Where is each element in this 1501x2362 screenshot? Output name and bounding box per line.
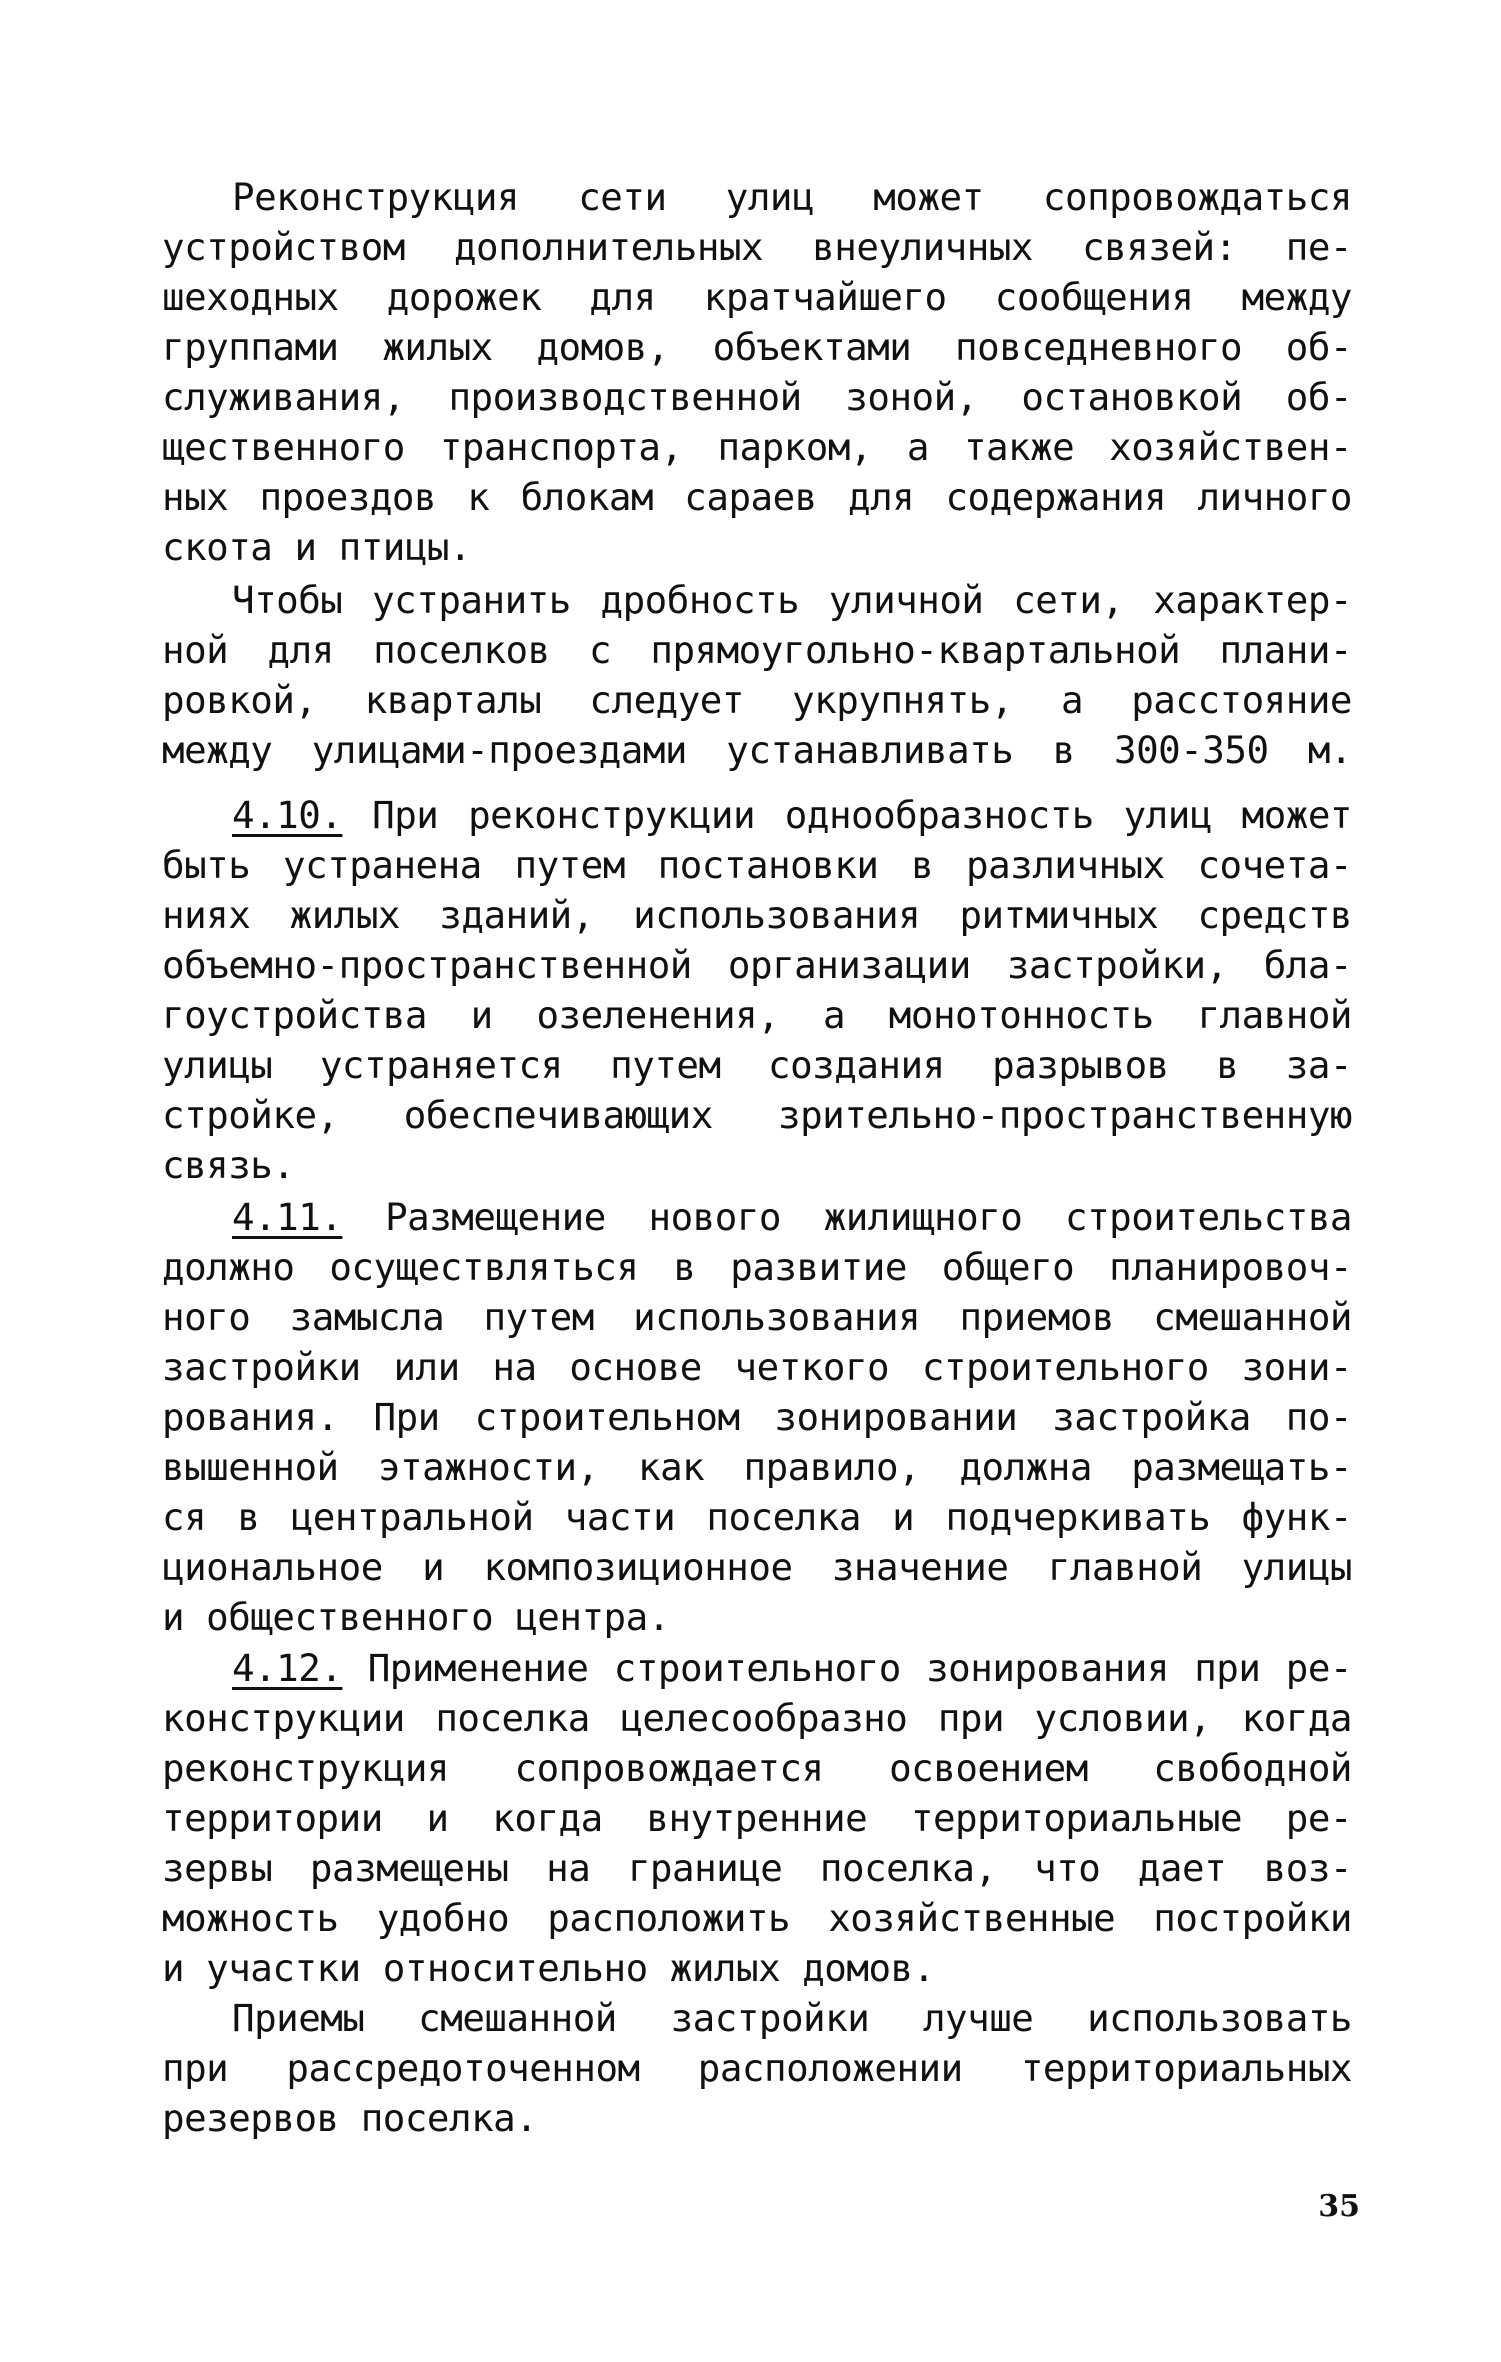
section-number: 4.12. bbox=[232, 1646, 343, 1690]
text-line: зервы размещены на границе поселка, что дает воз- bbox=[162, 1846, 1352, 1890]
text-line: При реконструкции однообразность улиц может bbox=[372, 793, 1353, 837]
text-line: вышенной этажности, как правило, должна размещать- bbox=[162, 1445, 1352, 1489]
text-line: территории и когда внутренние территориальные ре- bbox=[162, 1796, 1352, 1840]
section-4-10-first-line bbox=[232, 790, 1352, 840]
text-line: рования. При строительном зонировании застройка по- bbox=[162, 1395, 1352, 1439]
text-line: резервов поселка. bbox=[162, 2096, 538, 2140]
text-line: должно осуществляться в развитие общего планировоч- bbox=[162, 1245, 1352, 1289]
text-line: Применение строительного зонирования при ре- bbox=[367, 1646, 1352, 1690]
text-line: Размещение нового жилищного строительства bbox=[385, 1195, 1352, 1239]
text-line: служивания, производственной зоной, остановкой об- bbox=[162, 375, 1352, 419]
text-line: при рассредоточенном расположении территориальных bbox=[162, 2046, 1352, 2090]
text-line: и участки относительно жилых домов. bbox=[162, 1946, 935, 1990]
page-number: 35 bbox=[1318, 2189, 1360, 2224]
text-line: Реконструкция сети улиц может сопровождаться bbox=[232, 175, 1352, 219]
text-line: стройке, обеспечивающих зрительно-пространственную bbox=[162, 1093, 1352, 1137]
text-line: быть устранена путем постановки в различных сочета- bbox=[162, 843, 1352, 887]
text-line: Приемы смешанной застройки лучше использовать bbox=[232, 1996, 1352, 2040]
text-line: застройки или на основе четкого строительного зони- bbox=[162, 1345, 1352, 1389]
text-line: можность удобно расположить хозяйственные постройки bbox=[162, 1896, 1352, 1940]
text-line: устройством дополнительных внеуличных связей: пе- bbox=[162, 225, 1352, 269]
text-line: ного замысла путем использования приемов смешанной bbox=[162, 1295, 1352, 1339]
text-line: группами жилых домов, объектами повседневного об- bbox=[162, 325, 1352, 369]
text-line: связь. bbox=[162, 1143, 295, 1187]
text-line: конструкции поселка целесообразно при условии, когда bbox=[162, 1696, 1352, 1740]
text-line: гоустройства и озеленения, а монотонность главной bbox=[162, 993, 1352, 1037]
text-line: циональное и композиционное значение главной улицы bbox=[162, 1545, 1352, 1589]
section-4-11-first-line bbox=[232, 1192, 1352, 1242]
text-line: Чтобы устранить дробность уличной сети, характер- bbox=[232, 578, 1352, 622]
text-line: между улицами-проездами устанавливать в 300-350 м. bbox=[162, 728, 1352, 772]
text-line: объемно-пространственной организации застройки, бла- bbox=[162, 943, 1352, 987]
text-line: ных проездов к блокам сараев для содержания личного bbox=[162, 475, 1352, 519]
text-line: ниях жилых зданий, использования ритмичных средств bbox=[162, 893, 1352, 937]
text-line: улицы устраняется путем создания разрывов в за- bbox=[162, 1043, 1352, 1087]
text-line: ся в центральной части поселка и подчеркивать функ- bbox=[162, 1495, 1352, 1539]
text-line: скота и птицы. bbox=[162, 525, 472, 569]
text-line: ной для поселков с прямоугольно-квартальной плани- bbox=[162, 628, 1352, 672]
text-line: реконструкция сопровождается освоением свободной bbox=[162, 1746, 1352, 1790]
section-number: 4.11. bbox=[232, 1195, 343, 1239]
section-number: 4.10. bbox=[232, 793, 343, 837]
text-line: щественного транспорта, парком, а также хозяйствен- bbox=[162, 425, 1352, 469]
text-line: и общественного центра. bbox=[162, 1595, 670, 1639]
section-4-12-first-line bbox=[232, 1643, 1352, 1693]
text-line: шеходных дорожек для кратчайшего сообщения между bbox=[162, 275, 1352, 319]
text-line: ровкой, кварталы следует укрупнять, а расстояние bbox=[162, 678, 1352, 722]
